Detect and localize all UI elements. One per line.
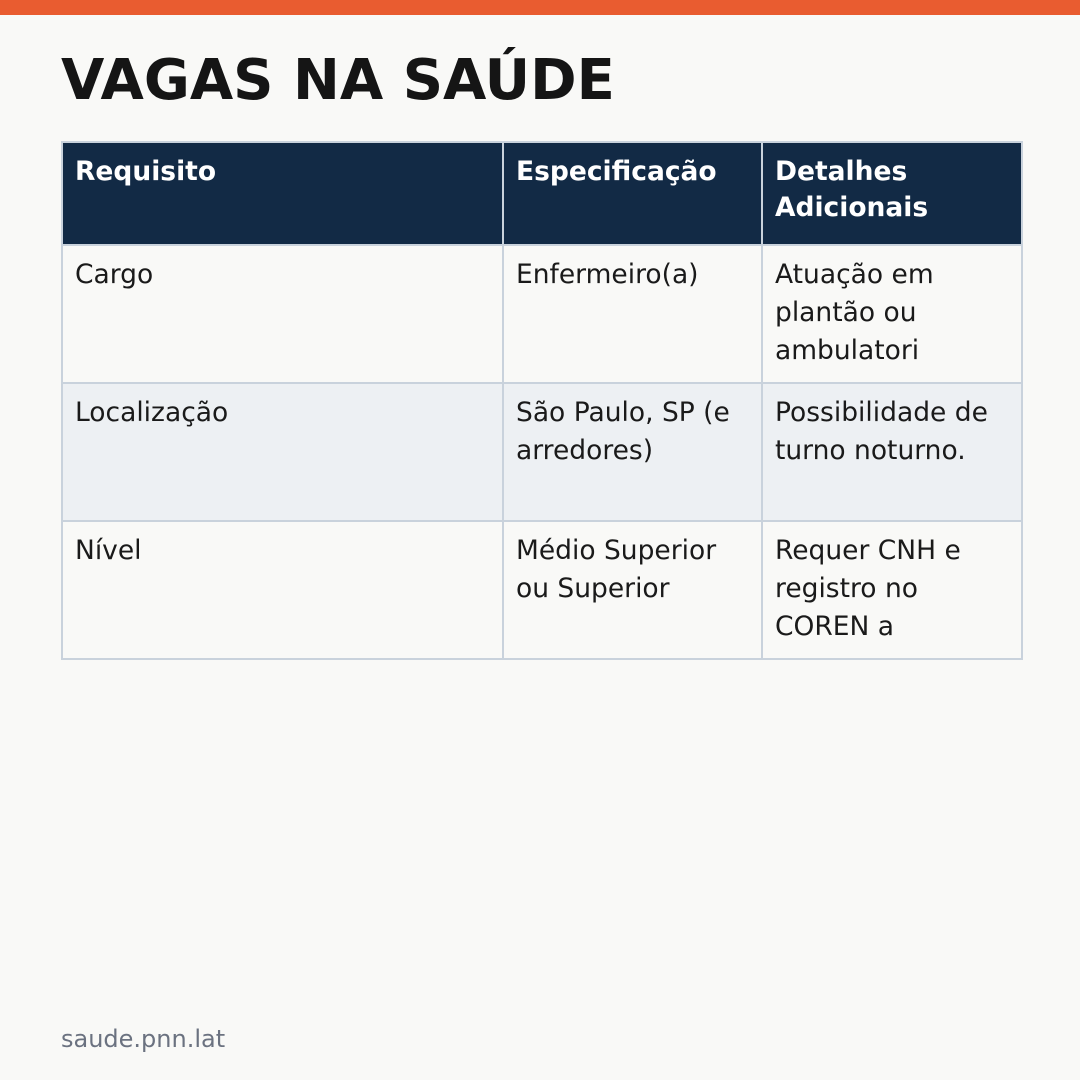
table-cell: Cargo [62, 245, 503, 383]
table-row [62, 521, 1022, 659]
table-cell: Médio Superior ou Superior [503, 521, 762, 659]
table-row [62, 245, 1022, 383]
table-header-row [62, 142, 1022, 245]
footer-url: saude.pnn.lat [61, 1025, 226, 1053]
column-header-requisito: Requisito [62, 142, 503, 245]
column-header-detalhes: Detalhes Adicionais [762, 142, 1022, 245]
page-title: VAGAS NA SAÚDE [61, 48, 615, 113]
table-cell: Possibilidade de turno noturno. [762, 383, 1022, 521]
table-cell: Requer CNH e registro no COREN a [762, 521, 1022, 659]
table-cell: Localização [62, 383, 503, 521]
table-cell: Atuação em plantão ou ambulatori [762, 245, 1022, 383]
table-cell: Enfermeiro(a) [503, 245, 762, 383]
table-row [62, 383, 1022, 521]
column-header-especificacao: Especificação [503, 142, 762, 245]
table-cell: São Paulo, SP (e arredores) [503, 383, 762, 521]
table-cell: Nível [62, 521, 503, 659]
job-requirements-table [61, 141, 1023, 660]
top-accent-bar [0, 0, 1080, 15]
